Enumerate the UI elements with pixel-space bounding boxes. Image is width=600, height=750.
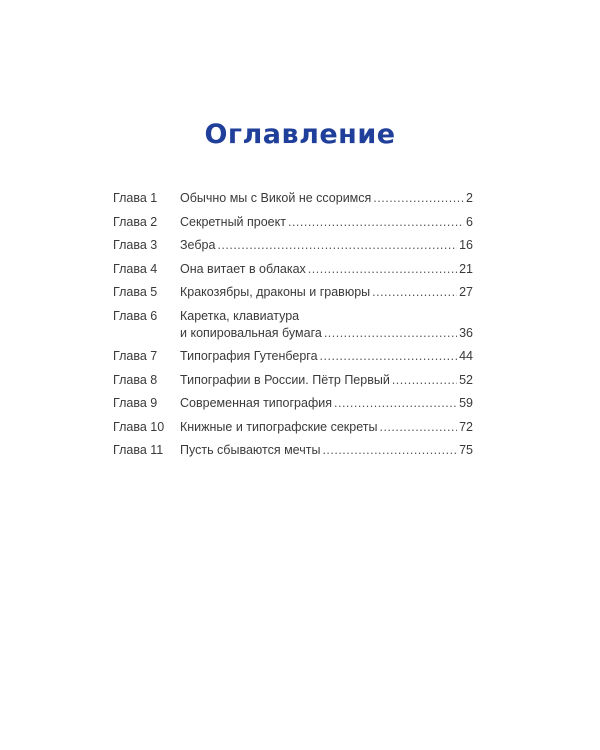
chapter-title: Книжные и типографские секреты — [180, 419, 378, 434]
chapter-title: Типография Гутенберга — [180, 349, 318, 363]
entry-body — [180, 372, 473, 389]
toc-entry-7 — [113, 348, 473, 365]
chapter-title: Кракозябры, драконы и гравюры — [180, 285, 371, 299]
toc-entry-9 — [113, 395, 473, 412]
chapter-label: Глава 1 — [113, 191, 158, 205]
chapter-label: Глава 11 — [113, 443, 164, 457]
entry-body — [180, 214, 473, 231]
toc-entry-1 — [113, 190, 473, 207]
dot-leader — [334, 395, 457, 412]
entry-body — [180, 237, 473, 254]
page-number: 21 — [459, 261, 473, 276]
entry-body — [180, 348, 473, 365]
chapter-title-line-2: и копировальная бумага — [180, 325, 322, 340]
chapter-label: Глава 4 — [113, 261, 158, 276]
entry-line — [180, 237, 473, 254]
table-of-contents — [113, 190, 473, 466]
chapter-label: Глава 7 — [113, 349, 158, 363]
page-number: 27 — [459, 285, 473, 299]
entry-line — [180, 348, 473, 365]
toc-entry-4 — [113, 261, 473, 278]
chapter-title: Современная типография — [180, 396, 332, 410]
page-number: 52 — [459, 372, 473, 387]
entry-body — [180, 419, 473, 436]
dot-leader — [392, 372, 457, 389]
chapter-label: Глава 10 — [113, 419, 165, 434]
chapter-label: Глава 9 — [113, 396, 158, 410]
page-number: 36 — [459, 325, 473, 340]
toc-entry-2 — [113, 214, 473, 231]
dot-leader — [288, 214, 464, 231]
page-number: 2 — [466, 191, 473, 205]
chapter-label: Глава 6 — [113, 308, 158, 323]
entry-body — [180, 284, 473, 301]
page-number: 72 — [459, 419, 473, 434]
chapter-title: Пусть сбываются мечты — [180, 443, 321, 457]
entry-line — [180, 395, 473, 412]
page-title: Оглавление — [204, 119, 396, 150]
entry-line — [180, 419, 473, 436]
entry-body — [180, 395, 473, 412]
page-number: 16 — [459, 238, 473, 252]
dot-leader — [372, 284, 457, 301]
chapter-title: Зебра — [180, 238, 216, 252]
entry-body — [180, 442, 473, 459]
chapter-title: Она витает в облаках — [180, 261, 306, 276]
page-number: 75 — [459, 443, 473, 457]
entry-line — [180, 372, 473, 389]
page-number: 59 — [459, 396, 473, 410]
toc-entry-10 — [113, 419, 473, 436]
chapter-title: Секретный проект — [180, 214, 286, 229]
entry-line — [180, 442, 473, 459]
chapter-label: Глава 8 — [113, 372, 158, 387]
toc-entry-11 — [113, 442, 473, 459]
dot-leader — [324, 325, 457, 342]
chapter-title-line-1: Каретка, клавиатура — [180, 308, 300, 323]
chapter-label: Глава 5 — [113, 285, 158, 299]
entry-line — [180, 261, 473, 278]
toc-entry-5 — [113, 284, 473, 301]
chapter-label: Глава 2 — [113, 214, 158, 229]
dot-leader — [379, 419, 457, 436]
dot-leader — [322, 442, 457, 459]
entry-line — [180, 308, 473, 325]
dot-leader — [308, 261, 457, 278]
toc-entry-6 — [113, 308, 473, 342]
dot-leader — [217, 237, 457, 254]
toc-entry-3 — [113, 237, 473, 254]
dot-leader — [373, 190, 464, 207]
entry-body — [180, 308, 473, 342]
entry-line — [180, 190, 473, 207]
toc-entry-8 — [113, 372, 473, 389]
chapter-title: Обычно мы с Викой не ссоримся — [180, 191, 372, 205]
entry-body — [180, 261, 473, 278]
page-number: 44 — [459, 349, 473, 363]
entry-line — [180, 325, 473, 342]
entry-line — [180, 284, 473, 301]
chapter-title: Типографии в России. Пётр Первый — [180, 372, 390, 387]
chapter-label: Глава 3 — [113, 238, 158, 252]
entry-line — [180, 214, 473, 231]
entry-body — [180, 190, 473, 207]
page-number: 6 — [466, 214, 473, 229]
dot-leader — [320, 348, 458, 365]
